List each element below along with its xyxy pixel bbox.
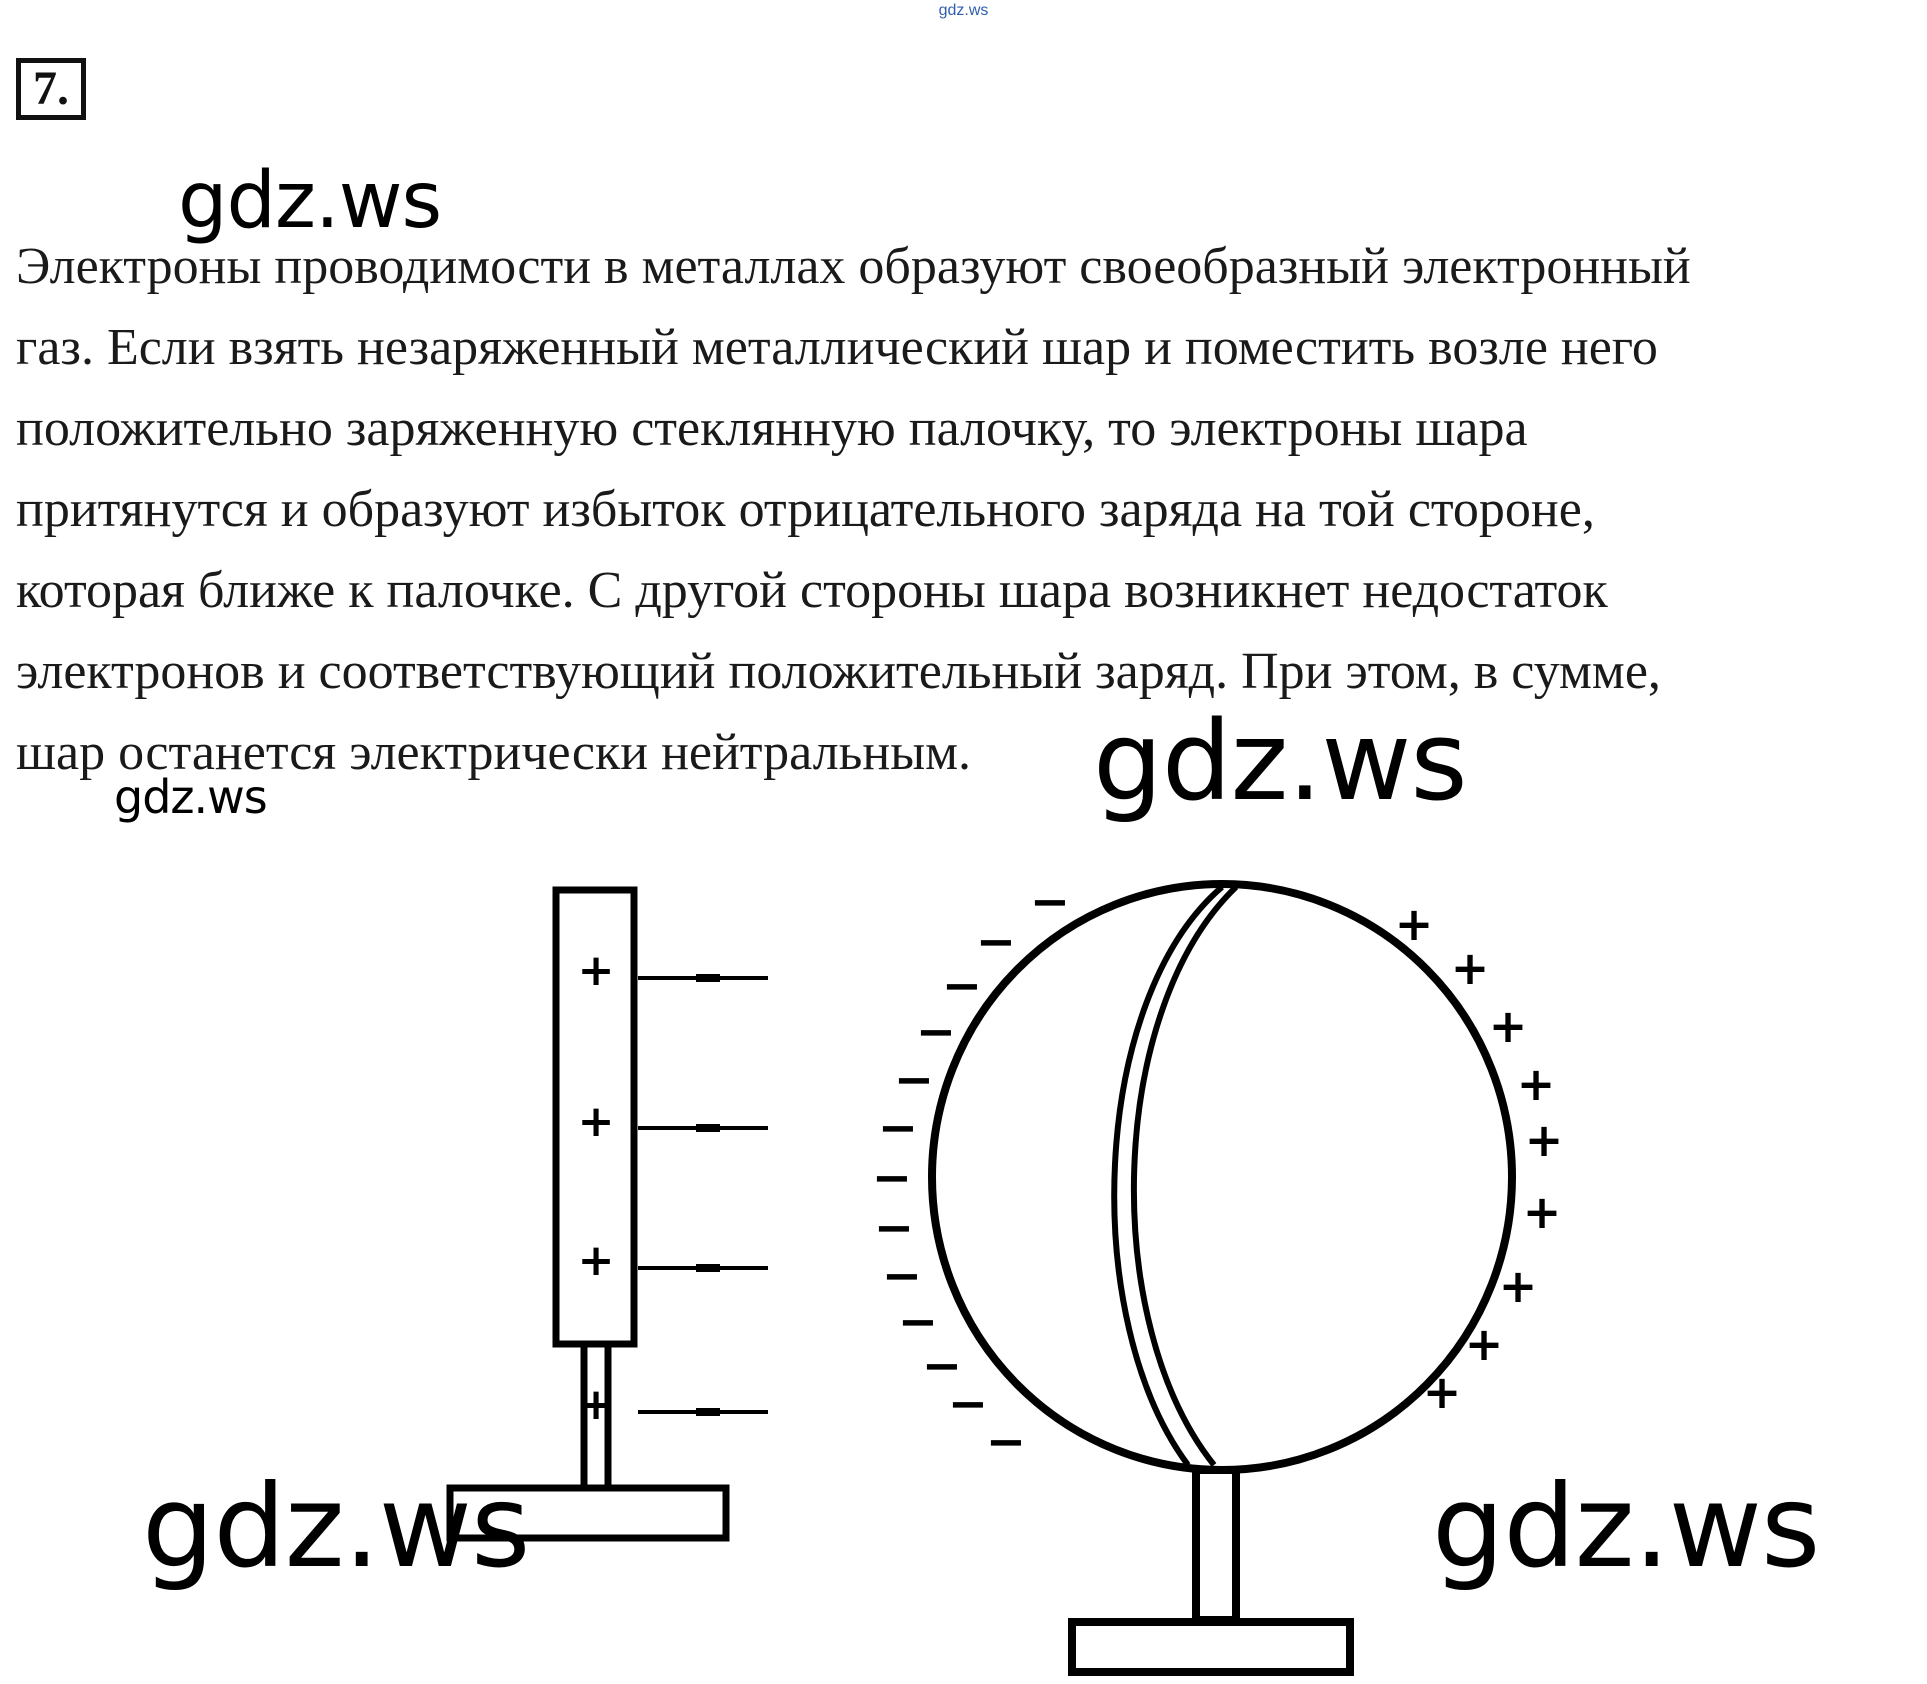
minus-sign: − (873, 1200, 915, 1256)
plus-sign: + (1498, 1259, 1538, 1313)
text-line: притянутся и образуют избыток отрицательного заряда на той стороне, (16, 481, 1595, 538)
text-line: Электроны проводимости в металлах образуют своеобразный электронный (16, 238, 1691, 295)
watermark: gdz.ws (178, 156, 442, 246)
rod-plus: + (577, 945, 615, 996)
task-number: 7. (16, 58, 86, 120)
plus-sign: + (1464, 1317, 1504, 1371)
plus-sign: + (1488, 999, 1528, 1053)
field-arrows (638, 974, 768, 1416)
plus-sign: + (1422, 1365, 1462, 1419)
plus-sign: + (1522, 1185, 1562, 1239)
plus-sign: + (1516, 1057, 1556, 1111)
field-arrow-head (696, 1408, 720, 1416)
text-line: газ. Если взять незаряженный металлический шар и поместить возле него (16, 319, 1658, 376)
text-line: которая ближе к палочке. С другой стороны шара возникнет недостаток (16, 562, 1608, 619)
text-line: положительно заряженную стеклянную палочку, то электроны шара (16, 400, 1528, 457)
minus-sign: − (877, 1100, 919, 1156)
minus-sign: − (1029, 874, 1071, 930)
watermark: gdz.ws (1432, 1460, 1820, 1593)
watermark: gdz.ws (1093, 697, 1467, 825)
plus-sign: + (1524, 1113, 1564, 1167)
minus-sign: − (921, 1338, 963, 1394)
plus-sign: + (1450, 941, 1490, 995)
solution-text (16, 226, 1916, 793)
watermark: gdz.ws (142, 1460, 530, 1593)
plus-sign: + (1394, 897, 1434, 951)
text-line: электронов и соответствующий положительный заряд. При этом, в сумме, (16, 643, 1661, 700)
minus-sign: − (985, 1414, 1027, 1470)
watermark: gdz.ws (114, 770, 267, 824)
minus-sign: − (893, 1052, 935, 1108)
rod-plus: + (577, 1379, 615, 1430)
minus-sign: − (881, 1248, 923, 1304)
minus-sign: − (975, 914, 1017, 970)
minus-sign: − (941, 958, 983, 1014)
field-arrow-head (696, 974, 720, 982)
text-line: шар останется электрически нейтральным. (16, 724, 972, 781)
site-mark: gdz.ws (938, 2, 989, 19)
sphere-stand-post (1196, 1470, 1236, 1620)
rod-plus: + (577, 1096, 615, 1147)
minus-sign: − (947, 1376, 989, 1432)
sphere-positive-charges (1395, 897, 1564, 1419)
metal-sphere (932, 884, 1512, 1672)
sphere-negative-charges (872, 874, 1070, 1470)
minus-sign: − (871, 1150, 913, 1206)
sphere-meridian (1134, 887, 1236, 1465)
minus-sign: − (897, 1294, 939, 1350)
minus-sign: − (915, 1004, 957, 1060)
field-arrow-head (696, 1124, 720, 1132)
rod-plus: + (577, 1235, 615, 1286)
sphere-stand-base (1072, 1622, 1350, 1672)
field-arrow-head (696, 1264, 720, 1272)
